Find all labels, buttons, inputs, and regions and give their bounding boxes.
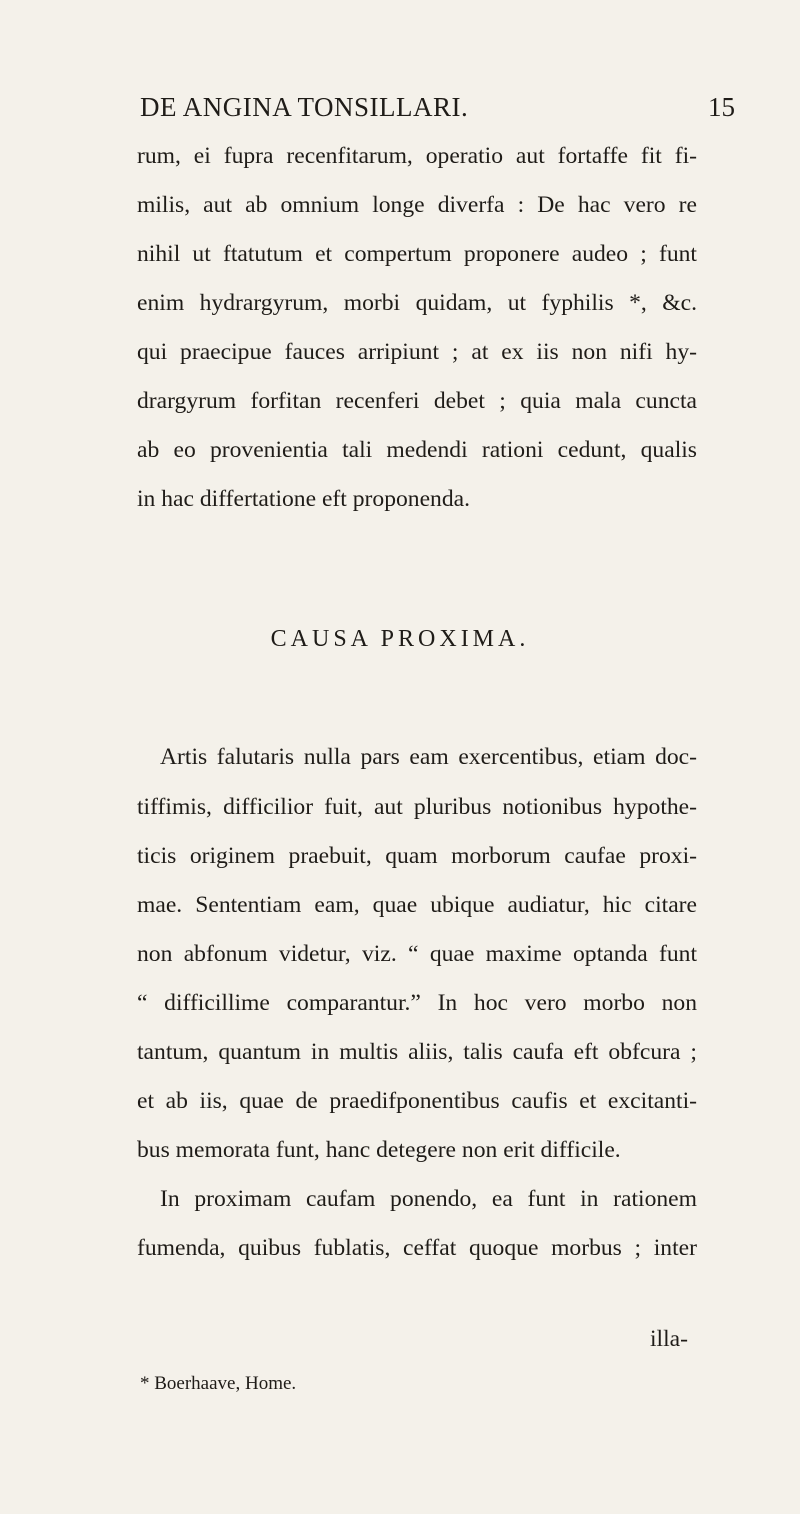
- running-head: DE ANGINA TONSILLARI.: [140, 92, 469, 122]
- text-line: qui praecipue fauces arripiunt ; at ex iis non nifi hy-: [137, 339, 697, 365]
- text-line: in hac differtatione eft proponenda.: [137, 486, 471, 512]
- text-line: rum, ei fupra recenfitarum, operatio aut fortaffe fit fi-: [137, 143, 697, 169]
- text-line: enim hydrargyrum, morbi quidam, ut fyphilis *, &c.: [137, 290, 697, 316]
- text-line: drargyrum forfitan recenferi debet ; quia mala cuncta: [137, 388, 697, 414]
- footnote: * Boerhaave, Home.: [140, 1373, 297, 1394]
- text-line: et ab iis, quae de praedifponentibus caufis et excitanti-: [137, 1088, 697, 1114]
- text-line: non abfonum videtur, viz. “ quae maxime optanda funt: [137, 941, 697, 967]
- text-line: Artis falutaris nulla pars eam exercentibus, etiam doc-: [160, 744, 697, 770]
- section-heading: CAUSA PROXIMA.: [270, 626, 530, 652]
- text-line: “ difficillime comparantur.” In hoc vero morbo non: [137, 990, 697, 1016]
- text-line: In proximam caufam ponendo, ea funt in rationem: [160, 1186, 697, 1212]
- page-number: 15: [708, 92, 735, 122]
- text-line: milis, aut ab omnium longe diverfa : De hac vero re: [137, 192, 697, 218]
- text-line: ab eo provenientia tali medendi rationi cedunt, qualis: [137, 437, 697, 463]
- text-line: mae. Sententiam eam, quae ubique audiatur, hic citare: [137, 892, 697, 918]
- text-line: tiffimis, difficilior fuit, aut pluribus notionibus hypothe-: [137, 794, 697, 820]
- text-line: tantum, quantum in multis aliis, talis caufa eft obfcura ;: [137, 1039, 697, 1065]
- text-line: nihil ut ftatutum et compertum proponere audeo ; funt: [137, 241, 697, 267]
- text-line: bus memorata funt, hanc detegere non erit difficile.: [137, 1137, 621, 1163]
- text-line: fumenda, quibus fublatis, ceffat quoque morbus ; inter: [137, 1235, 697, 1261]
- catchword: illa-: [650, 1326, 688, 1352]
- text-line: ticis originem praebuit, quam morborum caufae proxi-: [137, 843, 697, 869]
